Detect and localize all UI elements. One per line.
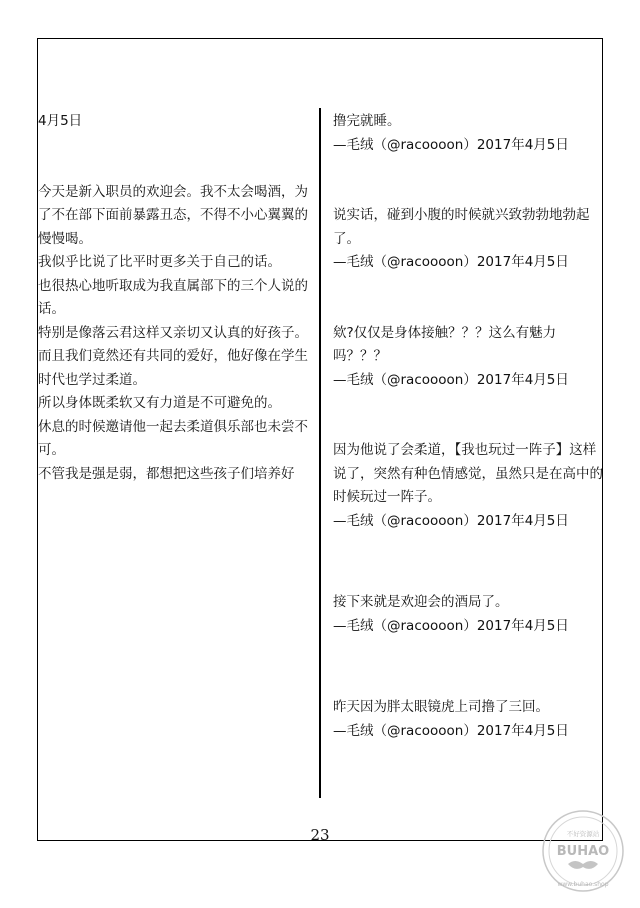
paragraph: 特别是像落云君这样又亲切又认真的好孩子。 — [38, 324, 308, 341]
tweet-signature: —毛绒（@racoooon）2017年4月5日 — [333, 512, 569, 529]
tweet-entry — [333, 110, 603, 157]
tweet-entry — [333, 591, 603, 638]
tweet-entry — [333, 204, 603, 275]
tweet-entry — [333, 322, 603, 393]
tweet-entry — [333, 439, 603, 533]
paragraph: 休息的时候邀请他一起去柔道俱乐部也未尝不可。 — [38, 418, 308, 458]
tweet-text: 撸完就睡。 — [333, 113, 401, 129]
watermark-logo — [540, 808, 626, 894]
tweet-text: 说实话，碰到小腹的时候就兴致勃勃地勃起了。 — [333, 207, 590, 247]
tweet-signature: —毛绒（@racoooon）2017年4月5日 — [333, 254, 569, 270]
tweet-text: 欸?仅仅是身体接触？？？这么有魅力吗？？？ — [333, 324, 557, 364]
page-number: 23 — [310, 826, 330, 844]
tweet-signature: —毛绒（@racoooon）2017年4月5日 — [333, 371, 569, 388]
tweet-signature: —毛绒（@racoooon）2017年4月5日 — [333, 617, 569, 634]
tweet-text: 接下来就是欢迎会的酒局了。 — [333, 594, 509, 610]
tweet-entry — [333, 696, 603, 743]
left-column — [38, 110, 314, 486]
watermark-line3: www.buhao.shop — [557, 881, 609, 888]
paragraph: 也很热心地听取成为我直属部下的三个人说的话。 — [38, 277, 308, 317]
column-divider — [319, 108, 321, 798]
mustache-icon — [568, 861, 598, 869]
tweet-text: 昨天因为胖太眼镜虎上司撸了三回。 — [333, 699, 549, 715]
tweet-signature: —毛绒（@racoooon）2017年4月5日 — [333, 136, 569, 153]
watermark-line2: BUHAO — [556, 844, 610, 859]
paragraph: 而且我们竟然还有共同的爱好，他好像在学生时代也学过柔道。 — [38, 348, 308, 388]
tweet-signature: —毛绒（@racoooon）2017年4月5日 — [333, 722, 569, 739]
tweet-text: 因为他说了会柔道，【我也玩过一阵子】这样说了，突然有种色情感觉，虽然只是在高中的时候玩过一阵子。 — [333, 442, 603, 505]
paragraph: 不管我是强是弱，都想把这些孩子们培养好 — [38, 465, 295, 482]
entry-date: 4月5日 — [38, 113, 83, 129]
paragraph: 今天是新入职员的欢迎会。我不太会喝酒，为了不在部下面前暴露丑态，不得不小心翼翼的慢慢喝。 — [38, 183, 308, 247]
watermark-line1: 不好资源站 — [566, 830, 600, 838]
right-column — [333, 110, 603, 743]
paragraph: 我似乎比说了比平时更多关于自己的话。 — [38, 254, 281, 270]
paragraph: 所以身体既柔软又有力道是不可避免的。 — [38, 395, 281, 411]
